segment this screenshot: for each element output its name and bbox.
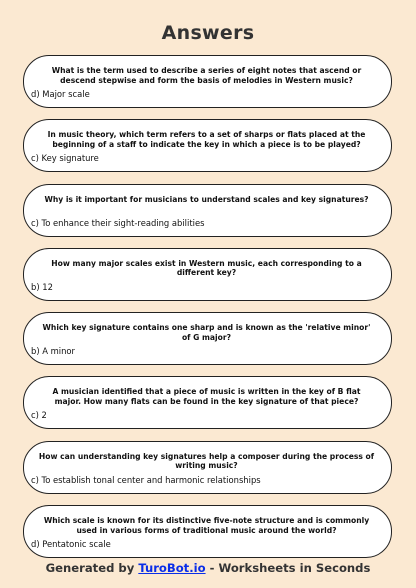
answer-text: d) Major scale bbox=[31, 89, 90, 99]
question-text: Which key signature contains one sharp and is known as the 'relative minor' of G major? bbox=[42, 323, 371, 342]
answer-list bbox=[23, 55, 392, 569]
question-text: Why is it important for musicians to understand scales and key signatures? bbox=[44, 194, 369, 204]
question-text: What is the term used to describe a series of eight notes that ascend or descend stepwise and form the basis of melodies in Western music? bbox=[51, 66, 362, 85]
footer bbox=[0, 561, 416, 575]
answer-card bbox=[23, 55, 392, 108]
answer-card bbox=[23, 312, 392, 365]
answer-card bbox=[23, 248, 392, 301]
answer-card bbox=[23, 376, 392, 429]
question-text: In music theory, which term refers to a set of sharps or flats placed at the beginning of a staff to indicate the key in which a piece is to be played? bbox=[47, 130, 366, 149]
answer-card bbox=[23, 184, 392, 237]
answer-text: c) To establish tonal center and harmonic relationships bbox=[31, 474, 261, 485]
question-text: How can understanding key signatures help a composer during the process of writing music? bbox=[38, 451, 375, 471]
question-text: Which scale is known for its distinctive five-note structure and is commonly used in various forms of traditional music around the world? bbox=[43, 516, 370, 535]
answer-text: c) To enhance their sight-reading abilities bbox=[31, 217, 205, 228]
answer-card bbox=[23, 441, 392, 494]
answer-text: c) Key signature bbox=[31, 153, 99, 164]
footer-suffix: - Worksheets in Seconds bbox=[205, 561, 371, 575]
answer-card bbox=[23, 505, 392, 558]
answer-card bbox=[23, 119, 392, 172]
question-text: How many major scales exist in Western music, each corresponding to a different key? bbox=[51, 258, 362, 278]
answer-text: c) 2 bbox=[31, 410, 47, 421]
footer-prefix: Generated by bbox=[45, 561, 139, 575]
answer-text: b) A minor bbox=[31, 346, 75, 357]
answer-text: d) Pentatonic scale bbox=[31, 539, 111, 550]
page-title: Answers bbox=[161, 22, 255, 44]
turobot-link[interactable]: TuroBot.io bbox=[138, 561, 206, 575]
question-text: A musician identified that a piece of music is written in the key of B flat major. How many flats can be found in the key signature of that piece? bbox=[52, 387, 361, 406]
answer-text: b) 12 bbox=[31, 281, 53, 292]
